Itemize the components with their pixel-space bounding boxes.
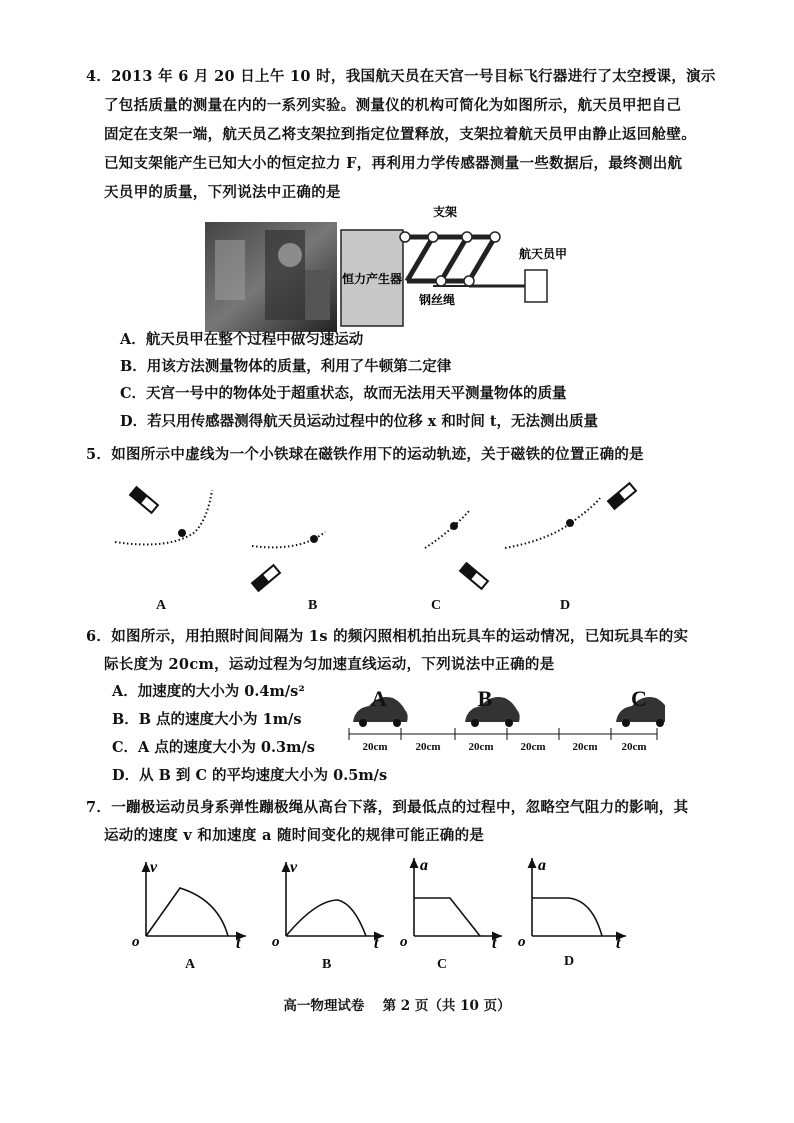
astronaut-box <box>525 270 547 302</box>
q6-option-d: D．从 B 到 C 的平均速度大小为 0.5m/s <box>112 767 388 784</box>
curve-b <box>286 900 366 936</box>
q7-label-c: C <box>437 957 448 972</box>
trajectory-d <box>505 498 600 548</box>
q7-label-b: B <box>322 957 332 972</box>
q5-stem: 5．如图所示中虚线为一个小铁球在磁铁作用下的运动轨迹，关于磁铁的位置正确的是 <box>86 446 644 463</box>
graph-b <box>272 859 384 950</box>
magnet-c <box>460 563 488 589</box>
magnet-d <box>608 483 636 509</box>
car-b-label: B <box>477 686 493 711</box>
car-c-label: C <box>631 686 647 711</box>
q4-figure <box>205 200 585 340</box>
q7-figure <box>118 850 638 950</box>
q6-figure <box>345 686 665 756</box>
q7-label-a: A <box>185 957 196 972</box>
graph-d-o: o <box>518 934 526 950</box>
magnet-b <box>252 565 280 591</box>
graph-a-o: o <box>132 934 140 950</box>
curve-d <box>532 898 602 936</box>
wire-label: 钢丝绳 <box>419 293 456 307</box>
curve-a <box>146 888 228 936</box>
astronaut-label: 航天员甲 <box>519 247 568 261</box>
q7-label-d: D <box>564 954 575 969</box>
magnet-a <box>130 487 158 513</box>
q5-label-a: A <box>156 598 167 613</box>
graph-c-x: t <box>492 935 497 950</box>
segment-5: 20cm <box>572 741 598 753</box>
q4-line4: 已知支架能产生已知大小的恒定拉力 F，再利用力学传感器测量一些数据后，最终测出航 <box>104 155 683 172</box>
segment-2: 20cm <box>415 741 441 753</box>
q6-option-c: C．A 点的速度大小为 0.3m/s <box>112 739 315 756</box>
graph-b-o: o <box>272 934 280 950</box>
q6-line2: 际长度为 20cm，运动过程为匀加速直线运动，下列说法中正确的是 <box>104 656 555 673</box>
segment-1: 20cm <box>362 741 388 753</box>
q7-line1: 7．一蹦极运动员身系弹性蹦极绳从高台下落，到最低点的过程中，忽略空气阻力的影响，其 <box>86 799 689 816</box>
page-footer: 高一物理试卷 第 2 页（共 10 页） <box>283 998 511 1014</box>
q6-line1: 6．如图所示，用拍照时间间隔为 1s 的频闪照相机拍出玩具车的运动情况，已知玩具车的实 <box>86 628 689 645</box>
q5-figure <box>100 470 660 600</box>
q5-label-c: C <box>431 598 442 613</box>
curve-c <box>414 898 480 936</box>
graph-a-x: t <box>236 935 241 950</box>
graph-d <box>518 857 626 950</box>
trajectory-c <box>425 510 470 548</box>
graph-b-x: t <box>374 935 379 950</box>
q4-line3: 固定在支架一端，航天员乙将支架拉到指定位置释放，支架拉着航天员甲由静止返回舱壁。 <box>104 126 696 143</box>
graph-a <box>132 859 246 950</box>
segment-4: 20cm <box>520 741 546 753</box>
graph-d-y: a <box>538 857 546 874</box>
q5-label-b: B <box>308 598 318 613</box>
q7-line2: 运动的速度 v 和加速度 a 随时间变化的规律可能正确的是 <box>104 827 485 844</box>
generator-label: 恒力产生器 <box>341 272 403 286</box>
q5-label-d: D <box>560 598 571 613</box>
q4-line5: 天员甲的质量，下列说法中正确的是 <box>104 184 341 201</box>
graph-b-y: v <box>290 859 298 876</box>
q4-option-b: B．用该方法测量物体的质量，利用了牛顿第二定律 <box>120 358 452 375</box>
q6-option-a: A．加速度的大小为 0.4m/s² <box>112 683 305 700</box>
graph-d-x: t <box>616 935 621 950</box>
q6-option-b: B．B 点的速度大小为 1m/s <box>112 711 302 728</box>
graph-c <box>400 857 502 950</box>
q4-option-a: A．航天员甲在整个过程中做匀速运动 <box>120 331 364 348</box>
q4-line1: 4．2013 年 6 月 20 日上午 10 时，我国航天员在天宫一号目标飞行器进行了太空授课，演示 <box>86 68 716 85</box>
graph-c-o: o <box>400 934 408 950</box>
segment-3: 20cm <box>468 741 494 753</box>
q4-option-d: D．若只用传感器测得航天员运动过程中的位移 x 和时间 t，无法测出质量 <box>120 413 599 430</box>
q4-line2: 了包括质量的测量在内的一系列实验。测量仪的机构可简化为如图所示，航天员甲把自己 <box>104 97 682 114</box>
trajectory-a <box>115 490 212 544</box>
bracket-label: 支架 <box>433 205 458 219</box>
segment-6: 20cm <box>621 741 647 753</box>
graph-c-y: a <box>420 857 428 874</box>
car-a-label: A <box>371 686 387 711</box>
graph-a-y: v <box>150 859 158 876</box>
q4-option-c: C．天宫一号中的物体处于超重状态，故而无法用天平测量物体的质量 <box>120 385 567 402</box>
